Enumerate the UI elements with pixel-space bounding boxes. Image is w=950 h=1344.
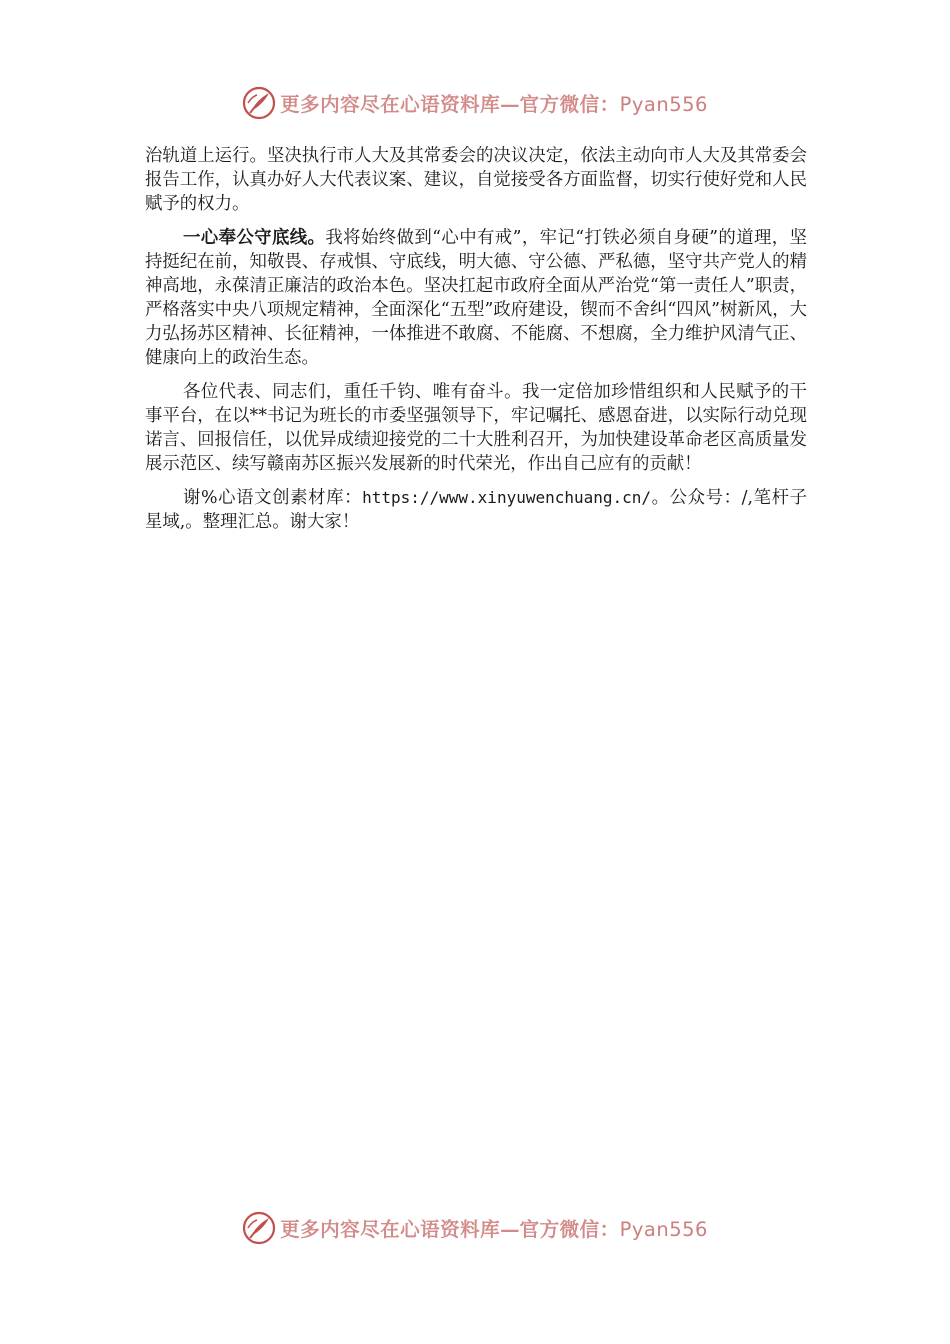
header-watermark-banner xyxy=(0,83,950,123)
paragraph-4-pre: 谢%心语文创素材库： xyxy=(183,488,363,508)
document-body xyxy=(145,144,807,534)
banner-text: 更多内容尽在心语资料库—官方微信：Pyan556 xyxy=(280,1218,708,1241)
quill-pen-logo-icon xyxy=(242,1211,276,1245)
paragraph-2-lead: 一心奉公守底线。 xyxy=(183,228,326,248)
paragraph-3: 各位代表、同志们，重任千钧、唯有奋斗。我一定倍加珍惜组织和人民赋予的干事平台，在以**书记为班长的市委坚强领导下，牢记嘱托、感恩奋进，以实际行动兑现诺言、回报信任，以优异成绩迎接党的二十大胜利召开，为加快建设革命老区高质量发展示范区、续写赣南苏区振兴发展新的时代荣光，作出自己应有的贡献！ xyxy=(145,382,807,474)
paragraph-2-body: 我将始终做到“心中有戒”，牢记“打铁必须自身硬”的道理，坚持挺纪在前，知敬畏、存戒惧、守底线，明大德、守公德、严私德，坚守共产党人的精神高地，永葆清正廉洁的政治本色。坚决扛起市政府全面从严治党“第一责任人”职责，严格落实中央八项规定精神，全面深化“五型”政府建设，锲而不舍纠“四风”树新风，大力弘扬苏区精神、长征精神，一体推进不敢腐、不能腐、不想腐，全力维护风清气正、健康向上的政治生态。 xyxy=(145,228,807,368)
banner-text: 更多内容尽在心语资料库—官方微信：Pyan556 xyxy=(280,93,708,116)
paragraph-4-post: 。公众号：/,笔杆子星域,。整理汇总。谢大家！ xyxy=(145,488,808,532)
quill-pen-logo-icon xyxy=(242,86,276,120)
paragraph-1: 治轨道上运行。坚决执行市人大及其常委会的决议决定，依法主动向市人大及其常委会报告工作，认真办好人大代表议案、建议，自觉接受各方面监督，切实行使好党和人民赋予的权力。 xyxy=(145,146,807,214)
paragraph-2 xyxy=(145,226,807,370)
source-url: https://www.xinyuwenchuang.cn/ xyxy=(362,488,652,507)
footer-watermark-banner xyxy=(0,1208,950,1248)
paragraph-4 xyxy=(145,486,807,534)
